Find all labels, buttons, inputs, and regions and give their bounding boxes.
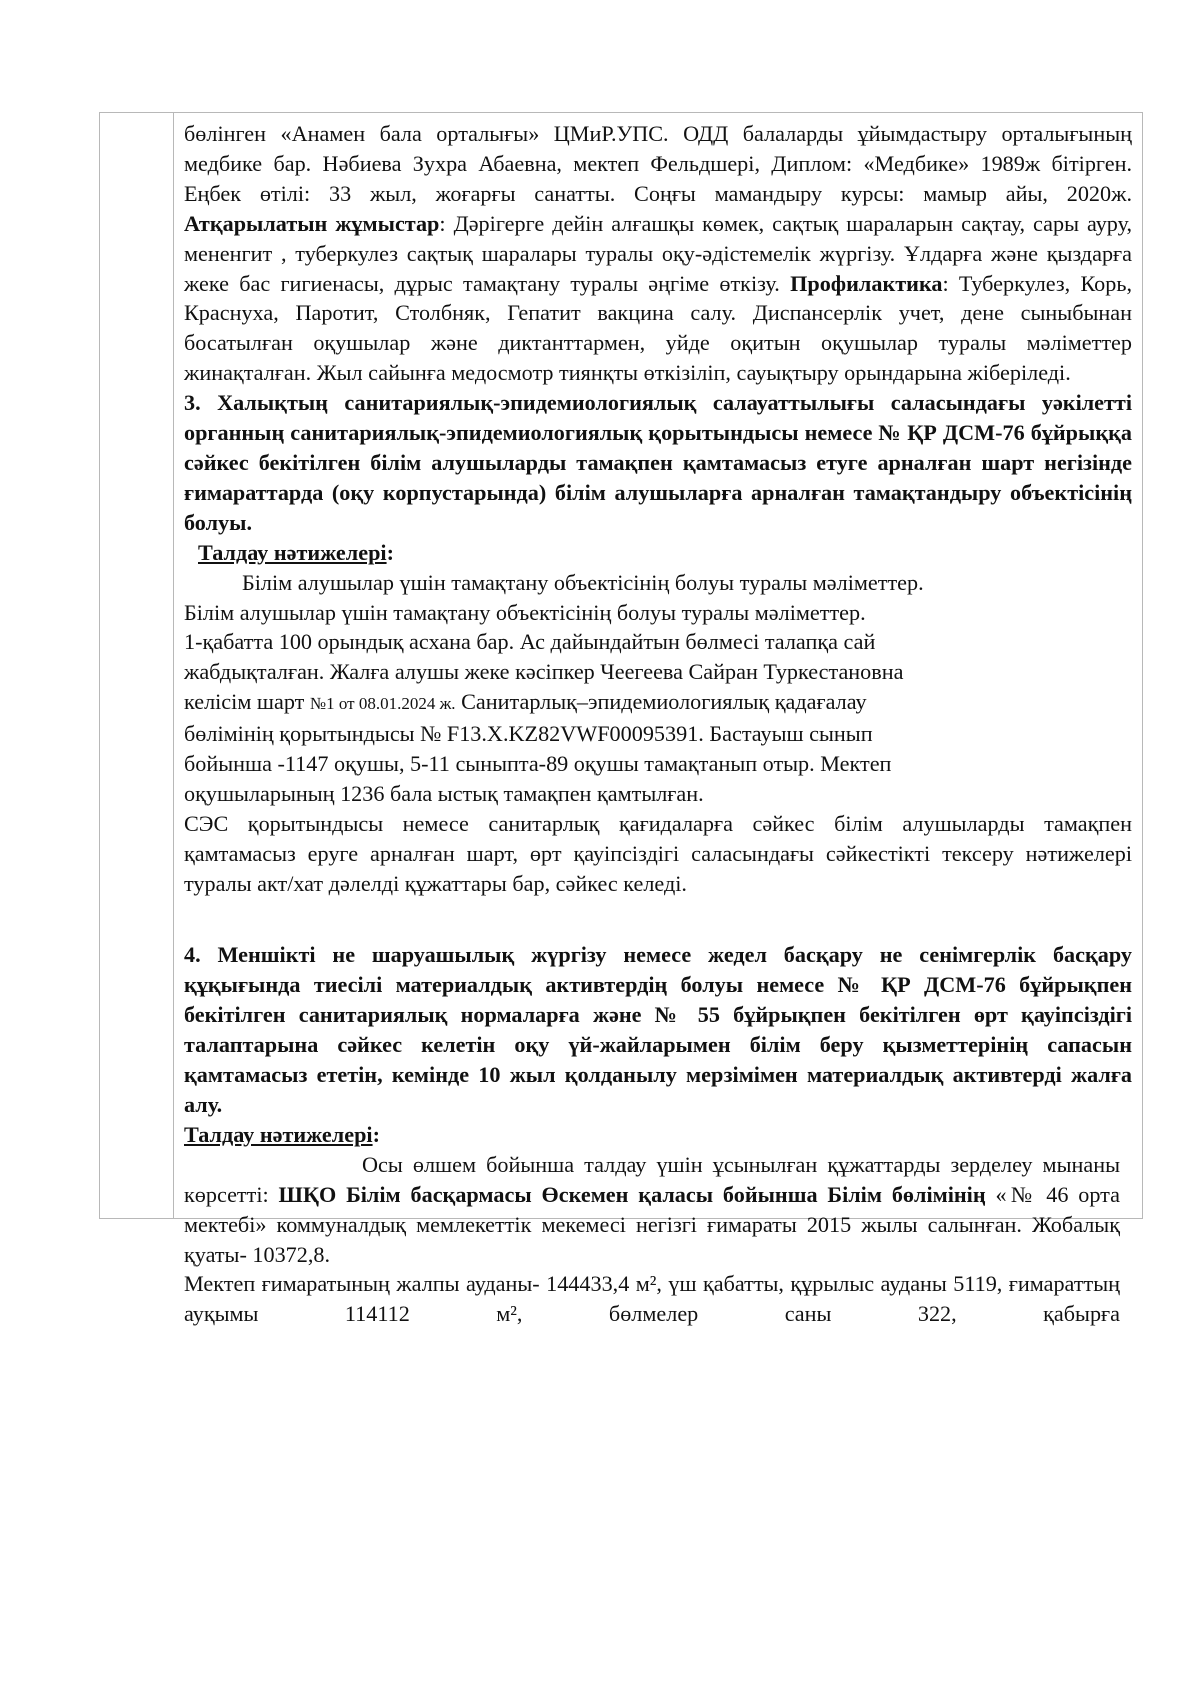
column-divider [173, 113, 174, 1218]
works-colon: : [439, 210, 446, 236]
section4-heading: 4. Меншікті не шаруашылық жүргізу немесе жедел басқару не сенімгерлік басқару құқығында тиесілі материалдық активтердің болуы немесе № ҚР ДСМ-76 бұйрықпен бекітілген санитариялық нормаларға және № 55 бұйрықпен бекітілген өрт қауіпсіздігі талаптарына сәйкес келетін оқу үй-жайларымен білім беру қызметтерінің сапасын қамтамасыз ететін, кемінде 10 жыл қолданылу мерзімімен материалдық активтерді жалға алу. [184, 942, 1132, 1117]
nurse-info-text: бөлінген «Анамен бала орталығы» ЦМиР.УПС. ОДД балаларды ұйымдастыру орталығының медбике бар. Нәбиева Зухра Абаевна, мектеп Фельдшері, Диплом: «Медбике» 1989ж бітірген. Еңбек өтілі: 33 жыл, жоғарғы санатты. Соңғы мамандыру курсы: мамыр айы, 2020ж. [184, 121, 1132, 206]
canteen-text-b: Санитарлық–эпидемиологиялық қадағалау бөлімінің қорытындысы № F13.X.KZ82VWF00095391. Бастауыш сынып бойынша -1147 оқушы, 5-11 сыныпта-89 оқушы тамақтанып отыр. Мектеп оқушыларының 1236 бала ыстық тамақпен қамтылған. [184, 689, 892, 806]
school-paragraph [184, 1150, 1132, 1270]
section4-results-label: Талдау нәтижелері [184, 1121, 373, 1147]
section3-results-heading [184, 538, 1132, 568]
content-table [99, 112, 1143, 1327]
contract-number: №1 от 08.01.2024 ж. [309, 694, 456, 714]
section4-results-colon: : [372, 1121, 380, 1147]
school-owner: ШҚО Білім басқармасы Өскемен қаласы бойынша Білім бөлімінің [278, 1181, 986, 1207]
canteen-info-line-1: Білім алушылар үшін тамақтану объектісінің болуы туралы мәліметтер. [242, 569, 924, 595]
blank-line [184, 899, 1132, 929]
works-label: Атқарылатын жұмыстар [184, 210, 440, 236]
ses-paragraph: СЭС қорытындысы немесе санитарлық қағидаларға сәйкес білім алушыларды тамақпен қамтамасыз еруге арналған шарт, өрт қауіпсіздігі саласындағы сәйкестікті тексеру нәтижелері туралы акт/хат дәлелді құжаттары бар, сәйкес келеді. [184, 810, 1132, 896]
building-paragraph: Мектеп ғимаратының жалпы ауданы- 144433,4 м², үш қабатты, құрылыс ауданы 5119, ғимараттың ауқымы 114112 м², бөлмелер саны 322, қабырға [184, 1271, 1120, 1327]
content-cell [184, 119, 1132, 1329]
prophylaxis-text: : Туберкулез, Корь, Краснуха, Паротит, Столбняк, Гепатит вакцина салу. Диспансерлік учет, дене сыныбынан босатылған оқушылар және диктанттармен, уйде оқитын оқушылар туралы мәліметтер жинақталған. Жыл сайынға медосмотр тиянқты өткізіліп, сауықтыру орындарына жіберіледі. [184, 270, 1132, 386]
school-text-a: Осы өлшем бойынша талдау үшін ұсынылған құжаттарды зерделеу мынаны көрсетті: [184, 1151, 1120, 1207]
section3-heading: 3. Халықтың санитариялық-эпидемиологиялық салауаттылығы саласындағы уәкілетті органның санитариялық-эпидемиологиялық қорытындысы немесе № ҚР ДСМ-76 бұйрыққа сәйкес бекітілген білім алушыларды тамақпен қамтамасыз етуге арналған шарт негізінде ғимараттарда (оқу корпустарында) білім алушыларға арналған тамақтандыру объектісінің болуы. [184, 390, 1132, 535]
works-text: Дәрігерге дейін алғашқы көмек, сақтық шараларын сақтау, сары ауру, мененгит , туберкулез сақтық шаралары туралы оқу-әдістемелік жүргізу. Ұлдарға және қыздарға жеке бас гигиенасы, дұрыс тамақтану туралы әңгіме өткізу. [184, 210, 1133, 296]
section3-results-colon: : [386, 539, 394, 565]
canteen-info-line-2: Білім алушылар үшін тамақтану объектісінің болуы туралы мәліметтер. [184, 599, 866, 625]
prophylaxis-label: Профилактика [790, 270, 943, 296]
section4-results-heading [184, 1120, 1132, 1150]
spacer [184, 928, 1132, 940]
nurse-paragraph [184, 119, 1132, 388]
school-text-b: «№ 46 орта мектебі» коммуналдық мемлекеттік мекемесі негізгі ғимараты 2015 жылы салынған. Жобалық қуаты- 10372,8. [184, 1181, 1120, 1267]
section3-results-label: Талдау нәтижелері [198, 539, 387, 565]
canteen-text-a: 1-қабатта 100 орындық асхана бар. Ас дайындайтын бөлмесі талапқа сай жабдықталған. Жалға алушы жеке кәсіпкер Чеегеева Сайран Туркестановна келісім шарт [184, 629, 904, 715]
canteen-paragraph [184, 627, 1132, 808]
